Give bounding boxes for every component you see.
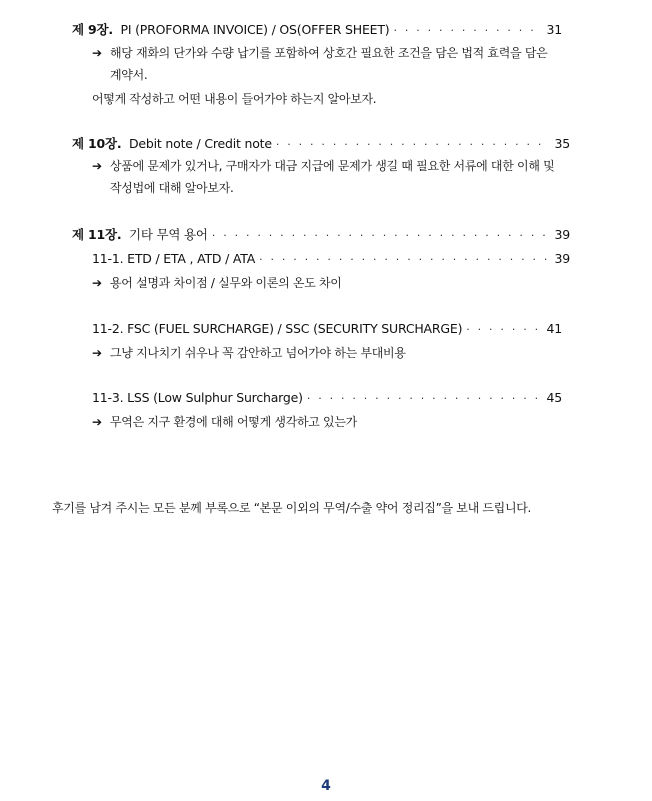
chapter-description-cont: 계약서. [110, 68, 148, 82]
section-title: 11-2. FSC (FUEL SURCHARGE) / SSC (SECURITY SURCHARGE) [92, 321, 463, 336]
arrow-right-icon: ➔ [92, 276, 102, 290]
chapter-description-extra: 어떻게 작성하고 어떤 내용이 들어가야 하는지 알아보자. [92, 92, 377, 106]
arrow-right-icon: ➔ [92, 159, 102, 173]
chapter-title: 기타 무역 용어 [129, 227, 208, 242]
section-description: ➔ 용어 설명과 차이점 / 실무와 이론의 온도 차이 [92, 276, 342, 290]
closing-note: 후기를 남겨 주시는 모든 분께 부록으로 “본문 이외의 무역/수출 약어 정리집”을 보내 드립니다. [52, 501, 532, 515]
section-title: 11-3. LSS (Low Sulphur Surcharge) [92, 390, 303, 405]
page-ref: 45 [546, 390, 562, 405]
chapter-description: ➔ 상품에 문제가 있거나, 구매자가 대금 지급에 문제가 생길 때 필요한 서류에 대한 이해 및 [92, 159, 555, 173]
dot-leader [212, 229, 551, 242]
toc-entry-section-11-1[interactable] [92, 251, 570, 266]
toc-entry-chapter-10[interactable] [72, 134, 570, 152]
chapter-description-cont: 작성법에 대해 알아보자. [110, 181, 234, 195]
arrow-right-icon: ➔ [92, 46, 102, 60]
chapter-number: 제 10장. [72, 136, 122, 151]
toc-entry-section-11-2[interactable] [92, 321, 562, 336]
section-description: ➔ 그냥 지나치기 쉬우나 꼭 감안하고 넘어가야 하는 부대비용 [92, 346, 406, 360]
toc-entry-chapter-9[interactable] [72, 20, 562, 38]
page-ref: 41 [546, 321, 562, 336]
chapter-number: 제 11장. [72, 227, 122, 242]
page-number: 4 [321, 778, 331, 794]
toc-entry-section-11-3[interactable] [92, 390, 562, 405]
arrow-right-icon: ➔ [92, 415, 102, 429]
section-description: ➔ 무역은 지구 환경에 대해 어떻게 생각하고 있는가 [92, 415, 357, 429]
dot-leader [393, 24, 542, 37]
chapter-title: Debit note / Credit note [129, 136, 272, 151]
toc-entry-chapter-11[interactable] [72, 225, 570, 243]
dot-leader [307, 392, 543, 405]
page-ref: 39 [554, 251, 570, 266]
chapter-number: 제 9장. [72, 22, 113, 37]
chapter-description: ➔ 해당 재화의 단가와 수량 납기를 포함하여 상호간 필요한 조건을 담은 법적 효력을 담은 [92, 46, 548, 60]
arrow-right-icon: ➔ [92, 346, 102, 360]
page-ref: 35 [554, 136, 570, 151]
page-ref: 31 [546, 22, 562, 37]
dot-leader [466, 323, 542, 336]
dot-leader [276, 138, 551, 151]
dot-leader [259, 253, 550, 266]
section-title: 11-1. ETD / ETA , ATD / ATA [92, 251, 256, 266]
page-ref: 39 [554, 227, 570, 242]
chapter-title: PI (PROFORMA INVOICE) / OS(OFFER SHEET) [120, 22, 390, 37]
